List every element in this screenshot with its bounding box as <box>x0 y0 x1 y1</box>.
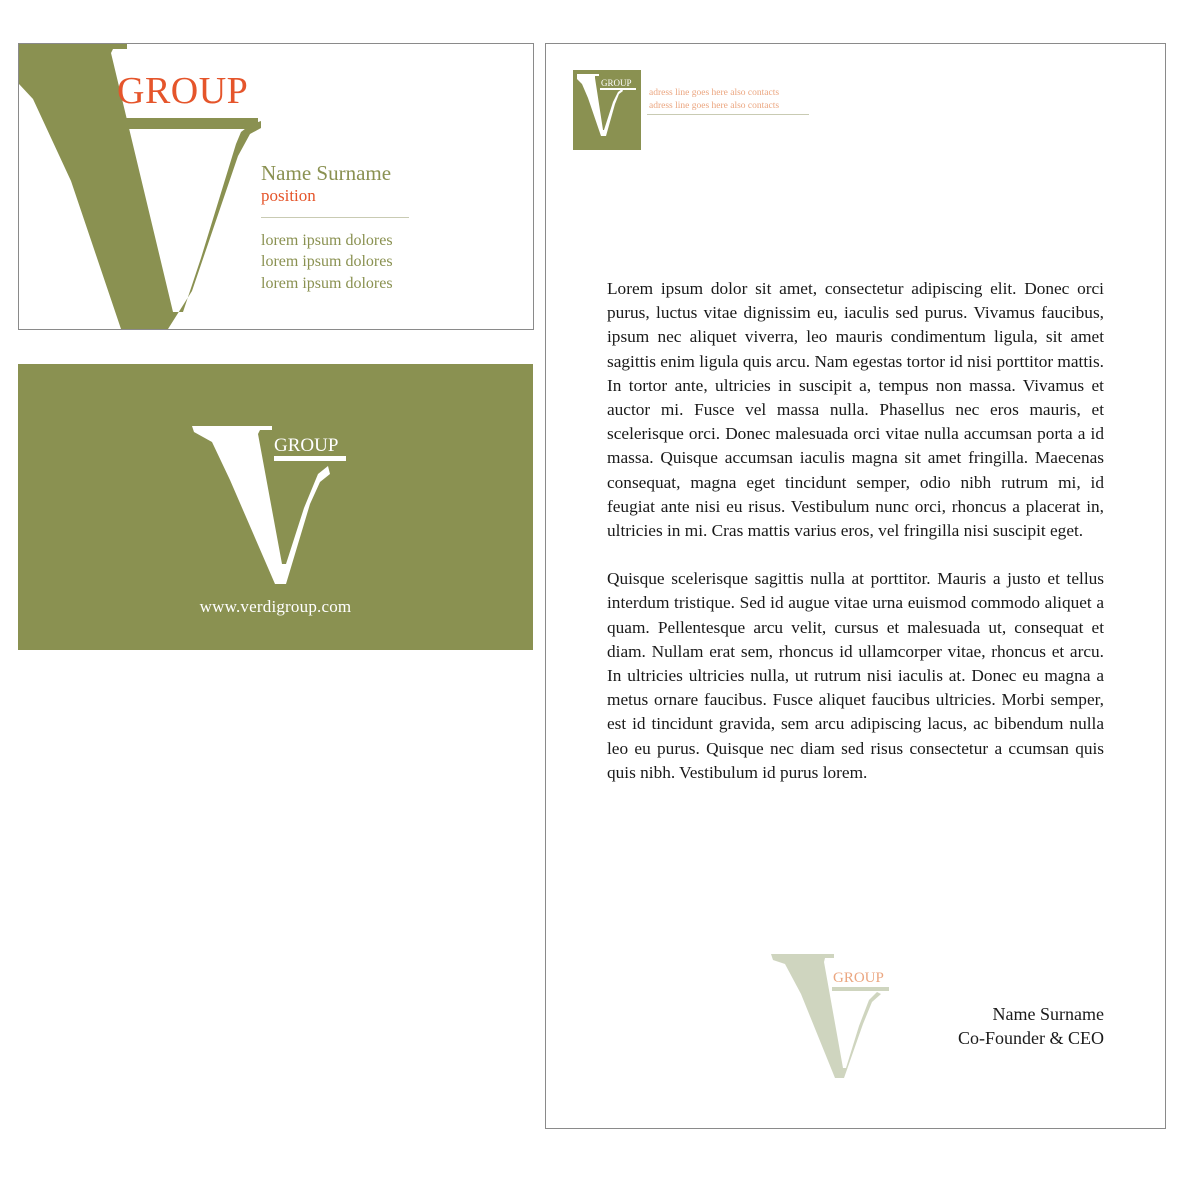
card-position: position <box>261 186 316 205</box>
letter-body <box>607 277 1104 809</box>
website-link[interactable]: www.verdigroup.com <box>199 597 352 616</box>
signature-logo-watermark <box>769 950 894 1080</box>
signature-title: Co-Founder & CEO <box>958 1028 1104 1048</box>
brand-group-wordmark: GROUP <box>117 70 249 112</box>
paragraph-2: Quisque scelerisque sagittis nulla at porttitor. Mauris a justo et tellus interdum tristique. Sed id augue vitae urna euismod commodo aliquet a quam. Pellentesque arcu velit, cursus et malesuada ut, consequat et diam. Nullam erat sem, rhoncus id ullamcorper vitae, rhoncus et arcu. In ultricies ultricies nulla, ut rutrum nisi iaculis at. Donec eu magna a metus ornare faucibus. Fusce aliquet faucibus ultricies. Morbi semper, est id tincidunt gravida, sem arcu adipiscing lacus, ac bibendum nulla leo eu purus. Quisque nec diam sed risus consectetur a ccumsan quis quis nibh. Vestibulum id purus lorem. <box>607 569 1104 782</box>
v-group-logo-white <box>190 424 360 589</box>
card-info-line-2: lorem ipsum dolores <box>261 253 393 270</box>
logo-group-text: GROUP <box>601 78 632 88</box>
divider <box>261 217 409 218</box>
business-card-back <box>18 364 533 650</box>
card-info-line-1: lorem ipsum dolores <box>261 232 393 249</box>
logo-group-text: GROUP <box>274 435 339 456</box>
address-line-1: adress line goes here also contacts <box>649 88 780 98</box>
business-card-front <box>18 43 534 330</box>
address-divider <box>647 114 809 115</box>
signature-name: Name Surname <box>992 1004 1104 1024</box>
watermark-group-text: GROUP <box>833 970 884 986</box>
paragraph-1: Lorem ipsum dolor sit amet, consectetur adipiscing elit. Donec orci purus, luctus vitae dignissim eu, iaculis sed purus. Vivamus faucibus, ipsum nec aliquet viverra, leo mauris condimentum ligula, sit amet sagittis enim ligula quis arcu. Nam egestas tortor id nisi porttitor mattis. In tortor ante, ultricies in suscipit a, tempus non massa. Vivamus et auctor mi. Fusce vel massa nulla. Phasellus nec eros mauris, et scelerisque orci. Donec malesuada orci vitae nulla accumsan porta a id massa. Quisque accumsan iaculis magna sit amet fringilla. Maecenas consequat, magna eget tincidunt semper, odio nibh rutrum mi, id feugiat ante nisi eu risus. Vestibulum nunc orci, rhoncus a placerat in, ultricies in mi. Cras mattis varius eros, vel fringilla nisi suscipit eget. <box>607 279 1104 541</box>
card-name: Name Surname <box>261 161 392 185</box>
card-info-line-3: lorem ipsum dolores <box>261 275 393 292</box>
letterhead-page <box>545 43 1166 1129</box>
address-line-2: adress line goes here also contacts <box>649 101 780 111</box>
letterhead-logo <box>573 70 641 150</box>
